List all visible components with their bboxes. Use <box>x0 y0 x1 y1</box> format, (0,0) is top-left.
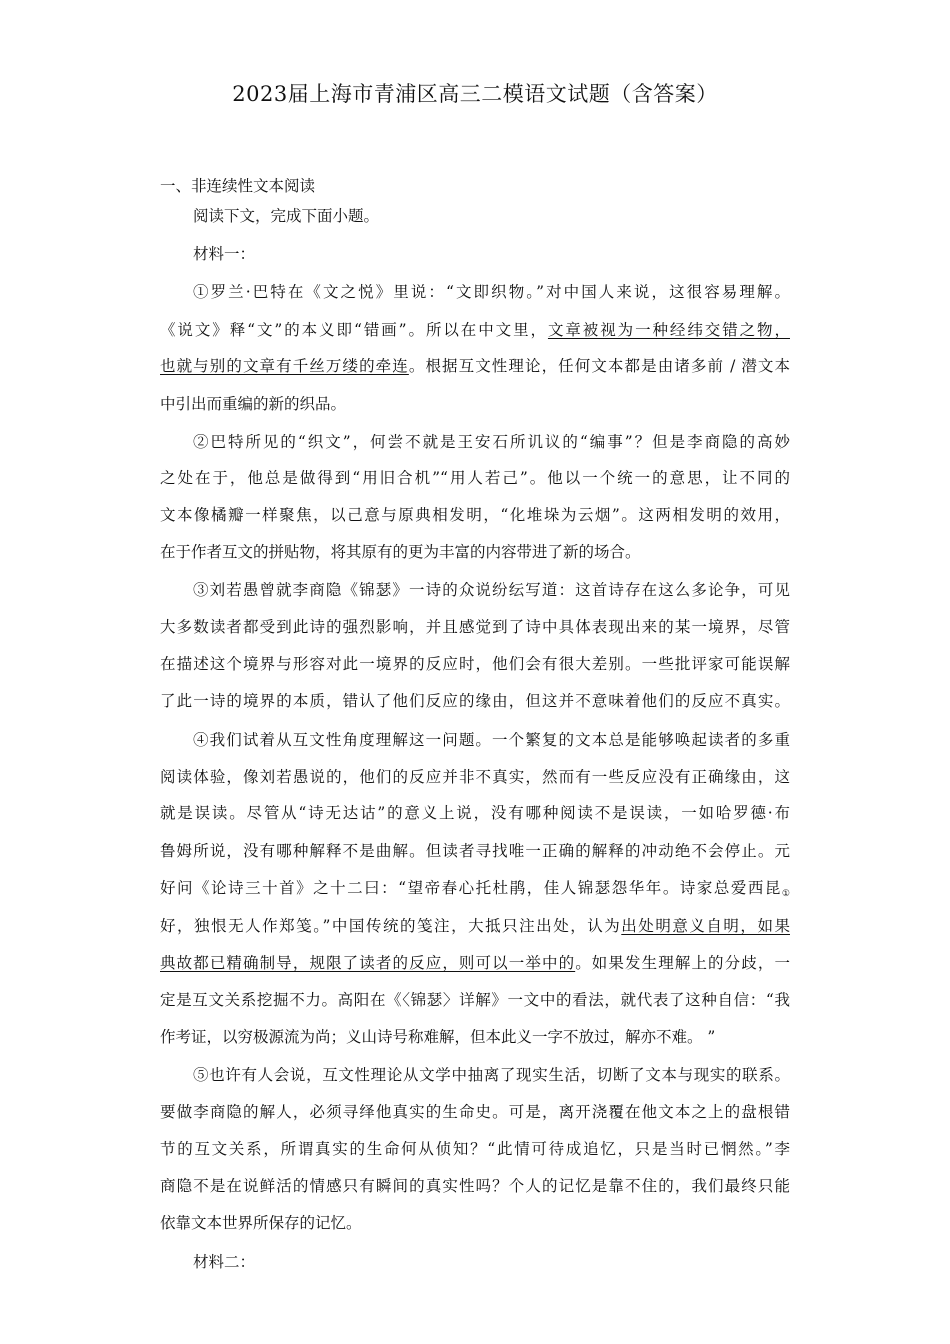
paragraph-line: 好问《论诗三十首》之十二曰：“望帝春心托杜鹃，佳人锦瑟怨华年。诗家总爱西昆$_①$ <box>160 879 790 899</box>
paragraph-line: 大多数读者都受到此诗的强烈影响，并且感觉到了诗中具体表现出来的某一境界，尽管 <box>160 618 790 636</box>
paragraph-line: ①罗兰·巴特在《文之悦》里说：“文即织物。”对中国人来说，这很容易理解。 <box>193 283 790 301</box>
underlined-text: 文章被视为一种经纬交错之物， <box>547 321 790 339</box>
paragraph-line: ②巴特所见的“织文”，何尝不就是王安石所讥议的“编事”？但是李商隐的高妙 <box>193 433 790 451</box>
paragraph-line: 节的互文关系，所谓真实的生命何从侦知？“此情可待成追忆，只是当时已惘然。”李 <box>160 1140 790 1158</box>
paragraph-line: 之处在于，他总是做得到“用旧合机”“用人若己”。他以一个统一的意思，让不同的 <box>160 469 790 487</box>
underlined-text: 也就与别的文章有千丝万缕的牵连 <box>160 357 409 375</box>
paragraph-line: 好，独恨无人作郑笺。”中国传统的笺注，大抵只注出处，认为出处明意义自明，如果 <box>160 917 790 935</box>
material-label: 材料一： <box>193 245 256 263</box>
material-label: 材料二： <box>193 1253 256 1271</box>
paragraph-line: 定是互文关系挖掘不力。高阳在《〈锦瑟〉详解》一文中的看法，就代表了这种自信：“我 <box>160 991 790 1009</box>
paragraph-line: 依靠文本世界所保存的记忆。 <box>160 1214 362 1232</box>
footnote-marker: ① <box>781 889 790 899</box>
paragraph-line: ③刘若愚曾就李商隐《锦瑟》一诗的众说纷纭写道：这首诗存在这么多论争，可见 <box>193 581 790 599</box>
paragraph-line: ⑤也许有人会说，互文性理论从文学中抽离了现实生活，切断了文本与现实的联系。 <box>193 1066 790 1084</box>
paragraph-line: ④我们试着从互文性角度理解这一问题。一个繁复的文本总是能够唤起读者的多重 <box>193 731 790 749</box>
paragraph-line: 中引出而重编的新的织品。 <box>160 395 347 413</box>
instruction-text: 阅读下文，完成下面小题。 <box>193 207 380 225</box>
paragraph-line: 就是误读。尽管从“诗无达诂”的意义上说，没有哪种阅读不是误读，一如哈罗德·布 <box>160 804 790 822</box>
paragraph-line: 作考证，以穷极源流为尚；义山诗号称难解，但本此义一字不放过，解亦不难。 ” <box>160 1028 716 1046</box>
paragraph-line: 要做李商隐的解人，必须寻绎他真实的生命史。可是，离开浇覆在他文本之上的盘根错 <box>160 1103 790 1121</box>
paragraph-line: 《说文》释“文”的本义即“错画”。所以在中文里，文章被视为一种经纬交错之物， <box>160 321 790 339</box>
paragraph-line: 在于作者互文的拼贴物，将其原有的更为丰富的内容带进了新的场合。 <box>160 543 641 561</box>
underlined-text: 典故都已精确制导，规限了读者的反应，则可以一举中的 <box>160 954 576 972</box>
paragraph-line: 阅读体验，像刘若愚说的，他们的反应并非不真实，然而有一些反应没有正确缘由，这 <box>160 768 790 786</box>
page-title: 2023届上海市青浦区高三二模语文试题（含答案） <box>232 82 718 106</box>
paragraph-line: 鲁姆所说，没有哪种解释不是曲解。但读者寻找唯一正确的解释的冲动绝不会停止。元 <box>160 842 790 860</box>
paragraph-line: 也就与别的文章有千丝万缕的牵连。根据互文性理论，任何文本都是由诸多前 / 潜文本 <box>160 357 790 375</box>
paragraph-line: 文本像橘瓣一样聚焦，以己意与原典相发明，“化堆垛为云烟”。这两相发明的效用， <box>160 506 790 524</box>
paragraph-line: 典故都已精确制导，规限了读者的反应，则可以一举中的。如果发生理解上的分歧，一 <box>160 954 790 972</box>
section-heading: 一、非连续性文本阅读 <box>160 177 316 195</box>
paragraph-line: 在描述这个境界与形容对此一境界的反应时，他们会有很大差别。一些批评家可能误解 <box>160 655 790 673</box>
paragraph-line: 商隐不是在说鲜活的情感只有瞬间的真实性吗？个人的记忆是靠不住的，我们最终只能 <box>160 1177 790 1195</box>
underlined-text: 出处明意义自明，如果 <box>621 917 790 935</box>
paragraph-line: 了此一诗的境界的本质，错认了他们反应的缘由，但这并不意味着他们的反应不真实。 <box>160 692 790 710</box>
